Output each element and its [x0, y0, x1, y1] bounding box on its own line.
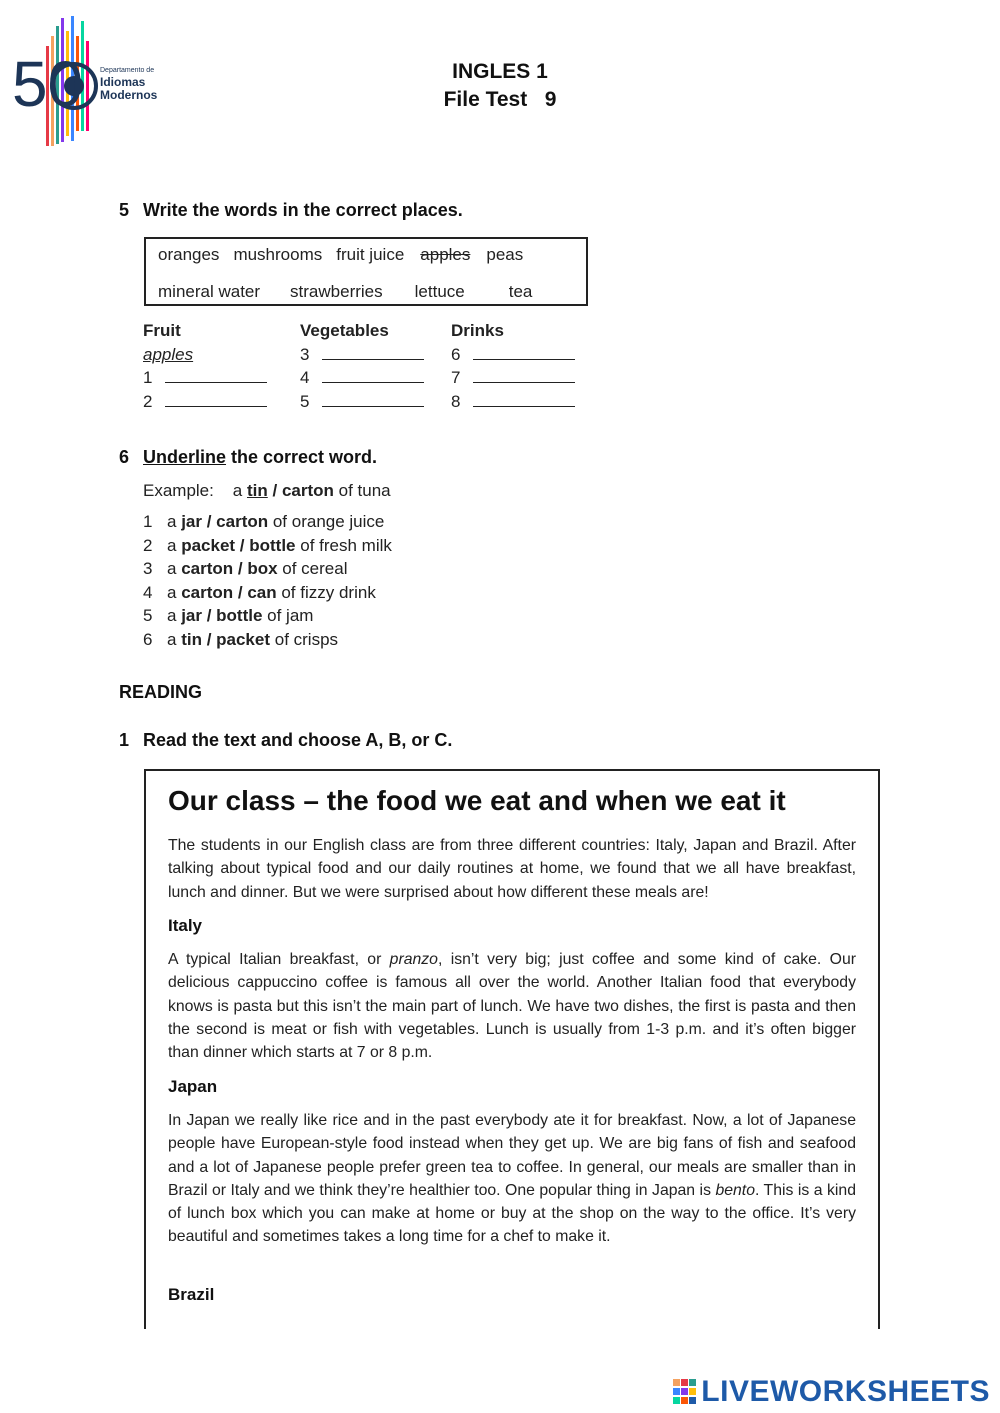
example-other-choice: carton: [281, 481, 334, 500]
q6-items: [143, 510, 392, 651]
answer-line: 2: [143, 390, 267, 414]
column-vegetables: [300, 319, 424, 413]
answer-blank[interactable]: [322, 343, 424, 360]
reading-heading: READING: [119, 682, 203, 702]
section-heading-brazil: Brazil: [168, 1285, 215, 1304]
section-heading-japan: Japan: [168, 1077, 218, 1096]
column-heading: Fruit: [143, 321, 181, 340]
word-row-1: [158, 245, 578, 265]
test-title: File Test 9: [443, 88, 557, 111]
answer-line: 7: [451, 366, 575, 390]
answer-line: 5: [300, 390, 424, 414]
answer-blank[interactable]: [473, 343, 575, 360]
answer-line: 8: [451, 390, 575, 414]
column-fruit: [143, 319, 267, 413]
article-intro: The students in our English class are from three different countries: Italy, Japan and Brazil. After talking about typical food and our daily routines at home, we found that we all have breakfast, lunch and dinner. But we were surprised about how different these meals are!: [168, 837, 856, 901]
answer-line: 1: [143, 366, 267, 390]
q5-number: 5: [119, 200, 130, 220]
example-answer: apples: [143, 344, 194, 364]
reading-q1-number: 1: [119, 730, 130, 750]
q6-heading: [119, 447, 377, 468]
answer-line: 4: [300, 366, 424, 390]
logo-line2: Idiomas: [100, 75, 146, 89]
word-row-2: [158, 282, 578, 302]
logo-line1: Departamento de: [100, 67, 155, 74]
liveworksheets-logo-icon: [673, 1379, 697, 1405]
q6-instruction: the correct word.: [226, 447, 378, 467]
list-item: 2 a packet / bottle of fresh milk: [143, 535, 392, 555]
reading-text-box: [144, 769, 880, 1329]
word: strawberries: [290, 282, 383, 301]
column-heading: Drinks: [451, 321, 504, 340]
example-correct-choice: tin: [246, 481, 268, 500]
list-item: 1 a jar / carton of orange juice: [143, 512, 385, 531]
answer-blank[interactable]: [165, 390, 267, 407]
section-text-japan: In Japan we really like rice and in the past everybody ate it for breakfast. Now, a lot of Japanese people have European-style food instead when they get up. We are big fans of fish and seafood and a lot of Japanese people prefer green tea to coffee. In general, our meals are smaller than in Brazil or Italy and we think they’re healthier too. One popular thing in Japan is bento. This is a kind of lunch box which you can make at home or buy at the shop on the way to the office. It’s very beautiful and sometimes takes a long time for a chef to make it.: [168, 1112, 856, 1246]
section-heading-italy: Italy: [168, 916, 203, 935]
word: mushrooms: [233, 245, 323, 264]
reading-q1-instruction: Read the text and choose A, B, or C.: [143, 730, 453, 750]
q6-example: Example: a tin / carton of tuna: [143, 481, 391, 500]
test-header: [0, 58, 1000, 114]
column-heading: Vegetables: [300, 321, 389, 340]
q5-instruction: Write the words in the correct places.: [143, 200, 463, 220]
answer-blank[interactable]: [165, 366, 267, 383]
list-item: 3 a carton / box of cereal: [143, 559, 348, 578]
answer-line: 3: [300, 343, 424, 367]
word-box: [144, 237, 588, 306]
q5-heading: [119, 200, 463, 221]
column-drinks: [451, 319, 575, 413]
word: mineral water: [158, 282, 261, 301]
word: peas: [486, 245, 524, 264]
choice-options[interactable]: packet / bottle: [181, 535, 296, 555]
answer-blank[interactable]: [473, 366, 575, 383]
article-title: Our class – the food we eat and when we eat it: [168, 785, 786, 816]
choice-options[interactable]: jar / bottle: [181, 606, 263, 625]
answer-blank[interactable]: [322, 366, 424, 383]
logo-number: 50: [12, 48, 84, 120]
list-item: 4 a carton / can of fizzy drink: [143, 582, 376, 602]
course-title: INGLES 1: [452, 60, 548, 83]
choice-options[interactable]: jar / carton: [181, 512, 269, 531]
choice-options[interactable]: carton / box: [181, 559, 278, 578]
answer-blank[interactable]: [322, 390, 424, 407]
answer-line: 6: [451, 343, 575, 367]
list-item: 5 a jar / bottle of jam: [143, 606, 314, 625]
word-crossed-out: apples: [420, 245, 471, 264]
reading-q1-heading: [119, 730, 452, 751]
watermark-text: LIVEWORKSHEETS: [701, 1375, 990, 1408]
word: oranges: [158, 245, 220, 264]
choice-options[interactable]: carton / can: [181, 582, 277, 602]
logo-line3: Modernos: [100, 88, 158, 102]
word: lettuce: [414, 282, 465, 301]
answer-blank[interactable]: [473, 390, 575, 407]
choice-options[interactable]: tin / packet: [181, 629, 271, 649]
liveworksheets-watermark: [673, 1377, 990, 1407]
q6-number: 6: [119, 447, 130, 467]
word: fruit juice: [336, 245, 405, 264]
q6-instruction-underlined: Underline: [143, 447, 227, 467]
example-label: Example:: [143, 481, 214, 500]
section-text-italy: A typical Italian breakfast, or pranzo, isn’t very big; just coffee and some kind of cake. Our delicious cappuccino coffee is famous all over the world. Another Italian food that everybody knows is pasta but this isn’t the main part of lunch. We have two dishes, the first is pasta and then the second is meat or fish with vegetables. Lunch is usually from 1-3 p.m. and it’s often bigger than dinner which starts at 7 or 8 p.m.: [168, 951, 856, 1062]
list-item: 6 a tin / packet of crisps: [143, 629, 339, 649]
word: tea: [508, 282, 533, 301]
